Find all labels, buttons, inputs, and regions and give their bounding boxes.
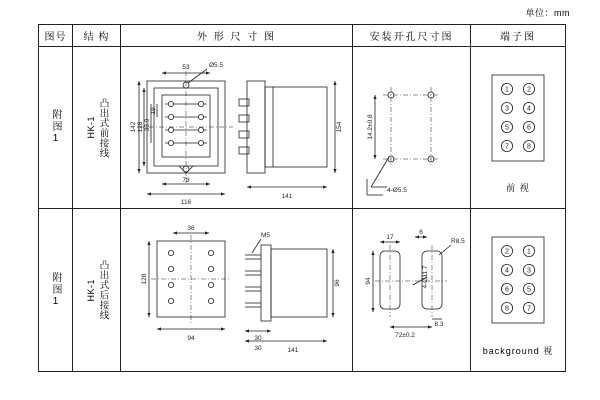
row1-mounting-svg	[353, 47, 471, 209]
row2-terminal-right-3: 5	[527, 286, 531, 294]
row2-figure-number: 附图1	[50, 271, 61, 309]
row2-terminal-right-2: 3	[527, 267, 531, 275]
row2-structure-cell	[73, 209, 121, 371]
table-row	[39, 47, 565, 209]
table-row	[39, 209, 565, 371]
row2-structure-code: HK-1	[85, 278, 96, 302]
row2-figure-number-cell	[39, 209, 73, 371]
row1-terminal-right-4: 8	[527, 143, 531, 151]
row1-structure-code: HK-1	[85, 116, 96, 139]
row2-mount-dim-bottom: 72±0.2	[395, 332, 415, 339]
header-cell-num: 图号	[39, 25, 73, 46]
row1-dim-left-3: 19	[150, 107, 157, 115]
row2-mount-dim-slot: 4-Ø11.7	[422, 265, 429, 289]
row1-dim-left-4: 33.9	[144, 118, 151, 132]
row2-mount-dim-bottom-2: 8.3	[434, 321, 444, 328]
row2-mount-dim-r: R8.5	[451, 238, 465, 245]
row1-figure-number-cell	[39, 47, 73, 208]
row1-terminal-right-3: 6	[527, 124, 531, 132]
row2-outline-drawing-cell	[121, 209, 353, 371]
row1-dim-bottom-1: 78	[182, 177, 190, 184]
row1-terminal-right-2: 4	[527, 105, 531, 113]
row2-terminal-left-3: 6	[505, 286, 509, 294]
table-header-row	[39, 25, 565, 47]
row1-dim-left-1: 142	[130, 121, 137, 133]
row2-dim-top: 36	[187, 225, 195, 232]
row1-terminal-left-1: 1	[505, 86, 509, 94]
row1-figure-number: 附图1	[50, 109, 61, 146]
row1-dim-right-height: 154	[336, 121, 343, 133]
row2-terminal-diagram-cell	[471, 209, 565, 371]
row2-terminal-left-1: 2	[505, 248, 509, 256]
row1-terminal-caption: 前 视	[506, 183, 530, 193]
row2-outline-svg	[121, 209, 353, 371]
row1-dim-top: 53	[182, 64, 190, 71]
row1-mount-dim-hole: 4-Ø5.5	[387, 187, 407, 194]
row2-dim-bottom: 94	[187, 335, 195, 342]
row1-terminal-left-2: 3	[505, 105, 509, 113]
row2-dim-right-inner: 30	[254, 335, 262, 342]
row2-mounting-svg	[353, 209, 471, 371]
row1-dim-left-2: 128	[137, 121, 144, 133]
row2-screw: M5	[261, 232, 271, 239]
row2-mounting-drawing-cell	[353, 209, 471, 371]
row1-outline-drawing-cell	[121, 47, 353, 208]
row2-dim-right-width: 141	[287, 347, 299, 354]
row1-dim-hole: Ø5.5	[209, 62, 224, 69]
row2-dim-right-inner2: 30	[254, 345, 262, 352]
row1-structure-desc: 凸出式前接线	[97, 97, 109, 158]
row2-dim-left: 128	[141, 273, 148, 285]
row1-terminal-left-3: 5	[505, 124, 509, 132]
row2-mount-dim-top-1: 17	[386, 234, 394, 241]
row1-structure-cell	[73, 47, 121, 208]
row1-terminal-right-1: 2	[527, 86, 531, 94]
row2-terminal-left-4: 8	[505, 305, 509, 313]
row2-terminal-caption: background 视	[482, 346, 554, 356]
row1-dim-right-width: 141	[281, 193, 293, 200]
row2-terminal-right-4: 7	[527, 305, 531, 313]
row2-mount-dim-left: 94	[365, 277, 372, 285]
row2-dim-right-height: 96	[334, 279, 341, 287]
spec-table	[38, 24, 566, 372]
header-cell-outline: 外 形 尺 寸 图	[121, 25, 353, 46]
row1-outline-svg	[121, 47, 353, 209]
row2-terminal-right-1: 1	[527, 248, 531, 256]
row1-mounting-drawing-cell	[353, 47, 471, 208]
row2-structure-desc: 凸出式后接线	[97, 260, 109, 320]
header-cell-term: 端子图	[500, 32, 536, 43]
row1-mount-dim-v: 14.2±0.8	[367, 114, 374, 140]
row1-terminal-left-4: 7	[505, 143, 509, 151]
header-cell-struct: 结 构	[73, 25, 121, 46]
row1-dim-bottom-2: 116	[180, 199, 192, 206]
unit-note: 单位：mm	[525, 8, 570, 18]
row1-terminal-diagram-cell	[471, 47, 565, 208]
row2-mount-dim-top-2: 6	[419, 229, 423, 236]
header-cell-mount: 安装开孔尺寸图	[353, 25, 471, 46]
row2-terminal-left-2: 4	[505, 267, 509, 275]
